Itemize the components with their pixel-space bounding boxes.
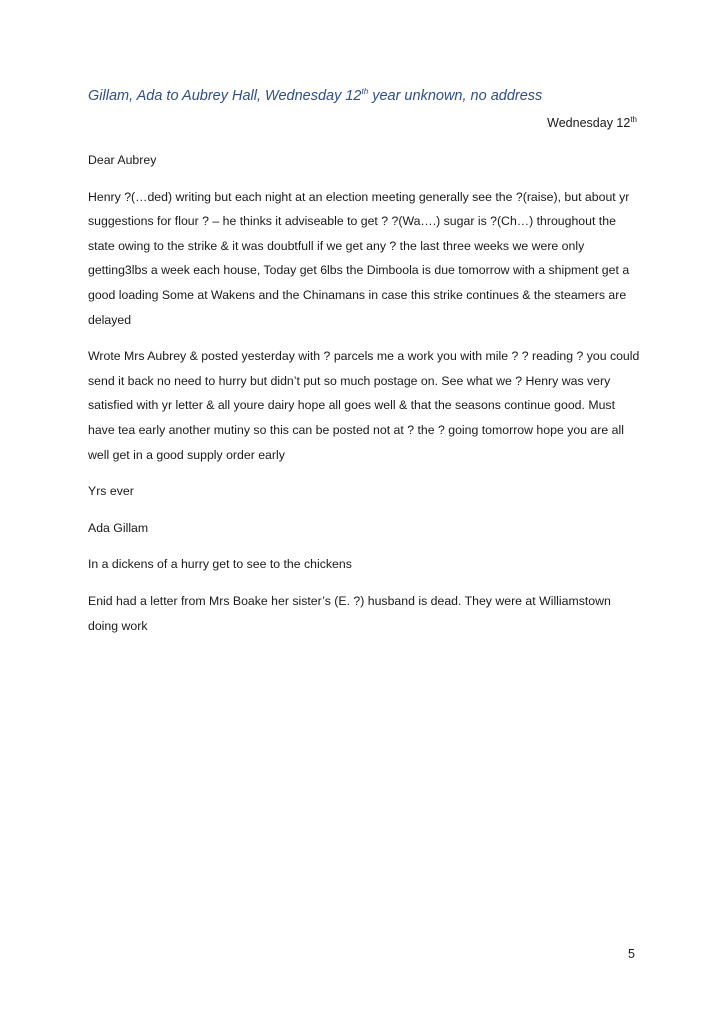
paragraph-2: Wrote Mrs Aubrey & posted yesterday with ? parcels me a work you with mile ? ? reading ? you could send it back no need to hurry but didn’t put so much postage on. See what we ? Henry was very satisfied with yr letter & all youre dairy hope all goes well & that the seasons continue good. Must have tea early another mutiny so this can be posted not at ? the ? going tomorrow hope you are all well get in a good supply order early [88, 349, 640, 462]
page-number: 5 [628, 947, 635, 961]
heading-superscript: th [361, 87, 369, 97]
closing: Yrs ever [88, 484, 134, 499]
salutation: Dear Aubrey [88, 153, 157, 167]
postscript-1: In a dickens of a hurry get to see to the chickens [88, 557, 352, 572]
letter-body [88, 148, 640, 650]
letter-heading [88, 88, 648, 104]
postscript-2: Enid had a letter from Mrs Boake her sister’s (E. ?) husband is dead. They were at Williamstown doing work [88, 593, 611, 633]
date-superscript: th [630, 114, 637, 124]
letter-date [547, 116, 637, 130]
paragraph-1: Henry ?(…ded) writing but each night at an election meeting generally see the ?(raise), but about yr suggestions for flour ? – he thinks it adviseable to get ? ?(Wa….) sugar is ?(Ch…) throughout the state owing to the strike & it was doubtfull if we get any ? the last three weeks we were only getting3lbs a week each house, Today get 6lbs the Dimboola is due tomorrow with a shipment get a good loading Some at Wakens and the Chinamans in case this strike continues & the steamers are delayed [88, 189, 630, 327]
heading-text-rest: year unknown, no address [368, 88, 543, 104]
signature: Ada Gillam [88, 520, 149, 535]
heading-text: Gillam, Ada to Aubrey Hall, Wednesday 12 [88, 88, 362, 104]
date-text: Wednesday 12 [547, 116, 631, 130]
